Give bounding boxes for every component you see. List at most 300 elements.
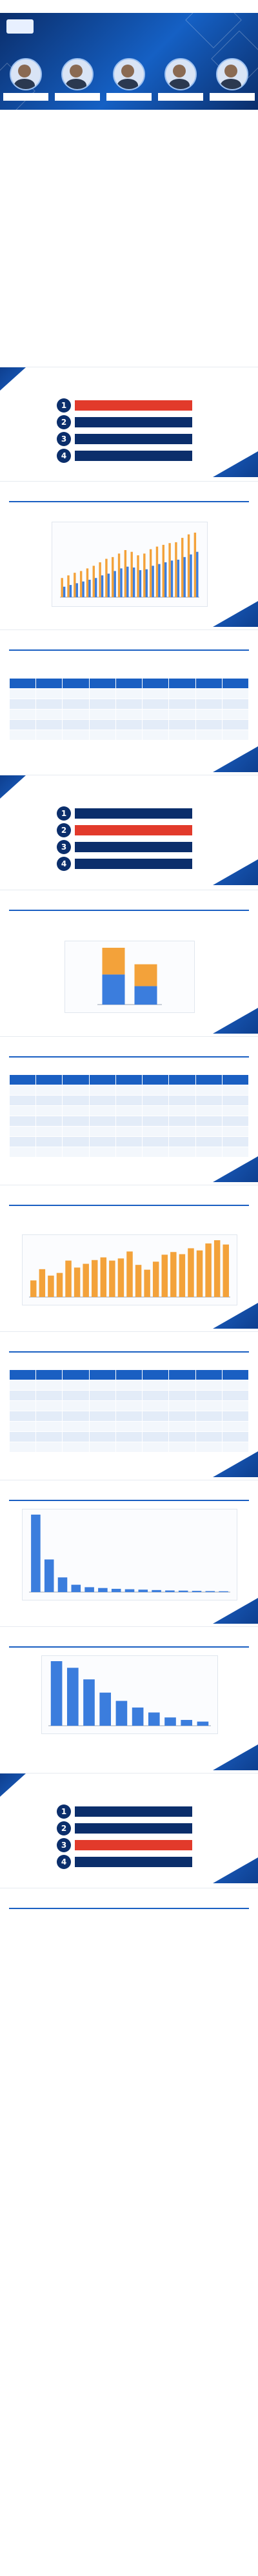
chart-bar — [175, 542, 177, 597]
chart-bar — [86, 568, 88, 597]
chart-bar — [58, 1577, 68, 1592]
table-cell — [36, 1380, 63, 1391]
section-slide — [0, 481, 258, 627]
toc-slide — [0, 1773, 258, 1883]
column-header — [89, 1370, 115, 1380]
chart-bar — [48, 1276, 54, 1297]
chart-bar — [51, 1661, 63, 1726]
column-header — [169, 1370, 195, 1380]
table-cell — [195, 1106, 222, 1116]
section-slide — [0, 890, 258, 1034]
corner-decoration — [213, 1598, 258, 1624]
column-header — [195, 1370, 222, 1380]
section-rule — [9, 1056, 249, 1058]
table-cell — [115, 1442, 142, 1453]
table-cell — [115, 689, 142, 699]
table-cell — [222, 1411, 248, 1422]
chart-bar — [171, 560, 173, 597]
speaker-title — [106, 102, 152, 108]
toc-item[interactable] — [57, 857, 192, 871]
column-header — [222, 679, 248, 689]
chart-bar — [118, 553, 120, 597]
chart-bar — [135, 986, 157, 1005]
table-cell — [169, 1432, 195, 1442]
table-cell — [169, 1380, 195, 1391]
table-cell — [169, 1401, 195, 1411]
table-cell — [195, 1391, 222, 1401]
toc-number: 3 — [57, 1838, 71, 1852]
table-row — [10, 1391, 249, 1401]
chart-bar — [105, 559, 107, 597]
corner-decoration — [213, 746, 258, 772]
production-chart — [52, 522, 207, 606]
intro-paragraph — [9, 116, 249, 163]
chart-bar — [164, 562, 166, 597]
paragraph-line — [9, 261, 249, 269]
export-chart — [23, 1235, 237, 1305]
toc-label — [75, 451, 192, 461]
table-cell — [10, 699, 36, 710]
paragraph-line — [9, 192, 249, 200]
chart-bar — [124, 550, 126, 597]
chart-bar — [139, 1590, 148, 1592]
toc-item[interactable] — [57, 432, 192, 446]
table-cell — [169, 1147, 195, 1158]
table-cell — [169, 1411, 195, 1422]
table-row — [10, 720, 249, 730]
text-line — [9, 928, 249, 935]
column-header — [63, 1370, 89, 1380]
table-cell — [169, 1116, 195, 1127]
table-cell — [89, 730, 115, 741]
table-cell — [143, 1432, 169, 1442]
toc-item[interactable] — [57, 1804, 192, 1819]
chart-bar — [150, 549, 152, 597]
table-cell — [36, 1391, 63, 1401]
chart-bar — [132, 1708, 144, 1726]
toc-item[interactable] — [57, 1821, 192, 1835]
chart-bar — [153, 1262, 159, 1297]
table-cell — [36, 1096, 63, 1106]
table-cell — [143, 1106, 169, 1116]
avatar — [10, 58, 42, 90]
section-slide — [0, 1480, 258, 1624]
table-cell — [222, 720, 248, 730]
table-cell — [195, 689, 222, 699]
table-cell — [195, 699, 222, 710]
chart-bar — [183, 557, 185, 597]
table-row — [10, 1116, 249, 1127]
brand-mark — [195, 617, 253, 623]
table-cell — [115, 1401, 142, 1411]
table-cell — [169, 1127, 195, 1137]
table-cell — [36, 1085, 63, 1096]
chart-bar — [84, 1587, 94, 1592]
paragraph-line — [9, 230, 249, 238]
chart-container — [52, 522, 208, 607]
chart-container — [22, 1234, 237, 1305]
speaker-title — [55, 102, 100, 108]
chart-bar — [120, 568, 122, 597]
chart-bar — [135, 1265, 141, 1297]
table-cell — [63, 1127, 89, 1137]
chart-bar — [116, 1701, 128, 1726]
table-cell — [115, 1096, 142, 1106]
avatar — [113, 58, 145, 90]
table-cell — [222, 1442, 248, 1453]
table-cell — [195, 1085, 222, 1096]
chart-bar — [126, 1251, 132, 1297]
table-cell — [36, 1127, 63, 1137]
table-row — [10, 1106, 249, 1116]
table-cell — [169, 1442, 195, 1453]
section-text — [9, 1209, 249, 1230]
chart-bar — [179, 1591, 188, 1592]
table-cell — [115, 1127, 142, 1137]
chart-bar — [168, 543, 170, 597]
chart-bar — [118, 1258, 124, 1297]
table-cell — [115, 710, 142, 720]
section-text — [9, 1912, 249, 1926]
table-cell — [10, 1096, 36, 1106]
chart-bar — [188, 535, 190, 597]
toc-label — [75, 417, 192, 427]
paragraph-line — [9, 238, 249, 245]
table-cell — [143, 1096, 169, 1106]
table-cell — [195, 1411, 222, 1422]
table-row — [10, 1380, 249, 1391]
table-cell — [10, 1137, 36, 1147]
table-cell — [89, 1391, 115, 1401]
avatar — [216, 58, 248, 90]
table-cell — [143, 710, 169, 720]
toc-item[interactable] — [57, 1855, 192, 1869]
table-cell — [10, 720, 36, 730]
table-cell — [222, 1147, 248, 1158]
section-text — [9, 505, 249, 519]
section-slide — [0, 1331, 258, 1477]
table-cell — [63, 1085, 89, 1096]
section-rule — [9, 1500, 249, 1501]
table-cell — [195, 720, 222, 730]
table-cell — [89, 699, 115, 710]
column-header — [36, 679, 63, 689]
table-cell — [36, 1106, 63, 1116]
chart-bar — [126, 567, 128, 597]
toc-label — [75, 1857, 192, 1867]
toc-slide — [0, 775, 258, 885]
table-cell — [36, 1147, 63, 1158]
paragraph-heading — [9, 116, 249, 124]
toc-item[interactable] — [57, 823, 192, 837]
table-cell — [195, 1096, 222, 1106]
table-cell — [195, 1401, 222, 1411]
toc-number: 1 — [57, 806, 71, 821]
toc-item[interactable] — [57, 1838, 192, 1852]
table-cell — [143, 1116, 169, 1127]
table-cell — [143, 1127, 169, 1137]
chart-bar — [45, 1559, 54, 1592]
table-cell — [36, 730, 63, 741]
chart-bar — [67, 575, 69, 597]
paragraph-line — [9, 132, 249, 139]
table-cell — [195, 730, 222, 741]
paragraph-heading — [9, 169, 249, 177]
speaker — [106, 58, 152, 110]
chart-bar — [205, 1243, 211, 1297]
section-rule — [9, 1351, 249, 1353]
section-text — [9, 1738, 249, 1759]
table-cell — [89, 1380, 115, 1391]
table-cell — [36, 1411, 63, 1422]
table-cell — [10, 1401, 36, 1411]
speaker-name — [3, 93, 48, 101]
avatar — [61, 58, 94, 90]
section-text — [9, 914, 249, 935]
table-cell — [222, 1137, 248, 1147]
brand-mark — [195, 1613, 253, 1620]
section-rule — [9, 910, 249, 911]
toc-number: 4 — [57, 1855, 71, 1869]
column-header — [36, 1370, 63, 1380]
table-cell — [115, 1085, 142, 1096]
chart-bar — [170, 1252, 176, 1297]
table-cell — [143, 1137, 169, 1147]
table-cell — [169, 1106, 195, 1116]
column-header — [169, 679, 195, 689]
table-cell — [36, 1137, 63, 1147]
table-cell — [89, 1411, 115, 1422]
table-cell — [115, 1147, 142, 1158]
toc-number: 2 — [57, 823, 71, 837]
table-cell — [36, 1432, 63, 1442]
table-cell — [89, 1442, 115, 1453]
section-rule — [9, 1908, 249, 1909]
chart-bar — [39, 1269, 45, 1297]
table-cell — [169, 699, 195, 710]
column-header — [63, 679, 89, 689]
chart-bar — [99, 562, 101, 597]
corner-decoration — [213, 451, 258, 477]
table-cell — [36, 689, 63, 699]
table-cell — [36, 710, 63, 720]
chart-bar — [82, 582, 84, 597]
table-cell — [63, 1411, 89, 1422]
toc-number: 4 — [57, 449, 71, 463]
table-cell — [36, 1116, 63, 1127]
chart-bar — [146, 569, 148, 597]
table-cell — [143, 699, 169, 710]
chart-bar — [197, 1251, 203, 1297]
table-cell — [63, 1401, 89, 1411]
avatar — [164, 58, 197, 90]
table-cell — [222, 1096, 248, 1106]
section-slide — [0, 1888, 258, 1966]
section-slide — [0, 1626, 258, 1770]
brand-mark — [195, 1023, 253, 1030]
toc-number: 3 — [57, 432, 71, 446]
text-line — [9, 1223, 249, 1230]
table-cell — [89, 710, 115, 720]
toc-item[interactable] — [57, 806, 192, 821]
chart-container — [64, 941, 195, 1013]
table-cell — [222, 1401, 248, 1411]
chart-bar — [181, 538, 183, 597]
speaker-name — [106, 93, 152, 101]
table-cell — [143, 730, 169, 741]
table-cell — [89, 1116, 115, 1127]
table-row — [10, 1432, 249, 1442]
speaker — [158, 58, 203, 110]
table-cell — [89, 1422, 115, 1432]
toc-item[interactable] — [57, 398, 192, 413]
table-cell — [143, 1147, 169, 1158]
table-cell — [115, 1137, 142, 1147]
chart-bar — [164, 1717, 176, 1726]
table-cell — [63, 1106, 89, 1116]
corner-decoration — [213, 1008, 258, 1034]
table-cell — [169, 1391, 195, 1401]
brand-mark — [195, 1760, 253, 1766]
installed-share-chart — [65, 941, 194, 1012]
chart-bar — [192, 1591, 202, 1592]
column-header — [143, 679, 169, 689]
toc-item[interactable] — [57, 449, 192, 463]
toc-item[interactable] — [57, 840, 192, 854]
export-ranking-chart — [42, 1656, 217, 1733]
table-cell — [143, 1422, 169, 1432]
chart-bar — [190, 555, 192, 597]
table-cell — [89, 1147, 115, 1158]
toc-label — [75, 808, 192, 819]
table-cell — [36, 720, 63, 730]
table-cell — [10, 1106, 36, 1116]
paragraph-line — [9, 124, 249, 132]
chart-bar — [83, 1679, 95, 1726]
column-header — [89, 679, 115, 689]
chart-bar — [112, 557, 114, 597]
table-cell — [143, 1380, 169, 1391]
table-cell — [222, 710, 248, 720]
speaker-name — [55, 93, 100, 101]
table-row — [10, 1127, 249, 1137]
table-cell — [10, 1085, 36, 1096]
table-cell — [10, 1391, 36, 1401]
section-rule — [9, 501, 249, 502]
brand-mark — [195, 762, 253, 768]
chart-bar — [88, 580, 90, 597]
table-cell — [222, 1432, 248, 1442]
table-cell — [10, 1127, 36, 1137]
corner-decoration — [213, 601, 258, 627]
chart-bar — [179, 1254, 185, 1297]
table-cell — [143, 720, 169, 730]
brand-mark — [195, 1467, 253, 1473]
corner-decoration — [0, 775, 26, 799]
toc-number: 2 — [57, 415, 71, 429]
table-cell — [63, 1380, 89, 1391]
section-slide — [0, 1036, 258, 1182]
chart-bar — [144, 1270, 150, 1297]
chart-bar — [133, 567, 135, 597]
text-line — [9, 1209, 249, 1216]
toc-number: 3 — [57, 840, 71, 854]
chart-bar — [103, 974, 125, 1005]
table-cell — [89, 1096, 115, 1106]
text-line — [9, 1919, 249, 1926]
table-cell — [169, 720, 195, 730]
chart-bar — [206, 1591, 215, 1592]
table-cell — [89, 1137, 115, 1147]
text-line — [9, 505, 249, 512]
table-cell — [63, 1116, 89, 1127]
corner-decoration — [213, 1156, 258, 1182]
table-cell — [143, 1411, 169, 1422]
chart-bar — [214, 1240, 220, 1297]
chart-bar — [139, 570, 141, 597]
chart-bar — [70, 585, 72, 597]
paragraph-line — [9, 177, 249, 185]
chart-bar — [158, 564, 160, 597]
table-header-row — [10, 679, 249, 689]
table-cell — [115, 1422, 142, 1432]
speaker — [55, 58, 100, 110]
table-cell — [63, 699, 89, 710]
logo — [6, 19, 34, 34]
chart-bar — [98, 1588, 108, 1592]
column-header — [36, 1075, 63, 1085]
chart-container — [41, 1655, 218, 1734]
paragraph-line — [9, 245, 249, 253]
toc-slide — [0, 367, 258, 477]
table-cell — [10, 1147, 36, 1158]
table-cell — [222, 1085, 248, 1096]
table-row — [10, 1137, 249, 1147]
toc-item[interactable] — [57, 415, 192, 429]
table-cell — [169, 1096, 195, 1106]
table-cell — [222, 730, 248, 741]
chart-bar — [188, 1248, 194, 1297]
paragraph-line — [9, 200, 249, 208]
table-cell — [143, 689, 169, 699]
chart-bar — [165, 1590, 175, 1592]
table-row — [10, 710, 249, 720]
table-cell — [89, 1085, 115, 1096]
table-cell — [115, 1411, 142, 1422]
table-cell — [10, 1422, 36, 1432]
toc-label — [75, 859, 192, 869]
table-cell — [222, 689, 248, 699]
paragraph-heading — [9, 222, 249, 230]
chart-bar — [92, 1260, 97, 1297]
chart-bar — [101, 1258, 106, 1297]
table-cell — [63, 1432, 89, 1442]
toc-number: 1 — [57, 1804, 71, 1819]
table-row — [10, 1085, 249, 1096]
table-cell — [115, 699, 142, 710]
chart-bar — [103, 948, 125, 974]
table-cell — [169, 1137, 195, 1147]
chart-bar — [162, 1254, 168, 1297]
speaker-title — [158, 102, 203, 108]
table-cell — [222, 1422, 248, 1432]
toc-label — [75, 434, 192, 444]
table-cell — [195, 1380, 222, 1391]
table-cell — [36, 699, 63, 710]
chart-bar — [93, 566, 95, 597]
table-cell — [10, 1411, 36, 1422]
chart-bar — [194, 533, 196, 597]
